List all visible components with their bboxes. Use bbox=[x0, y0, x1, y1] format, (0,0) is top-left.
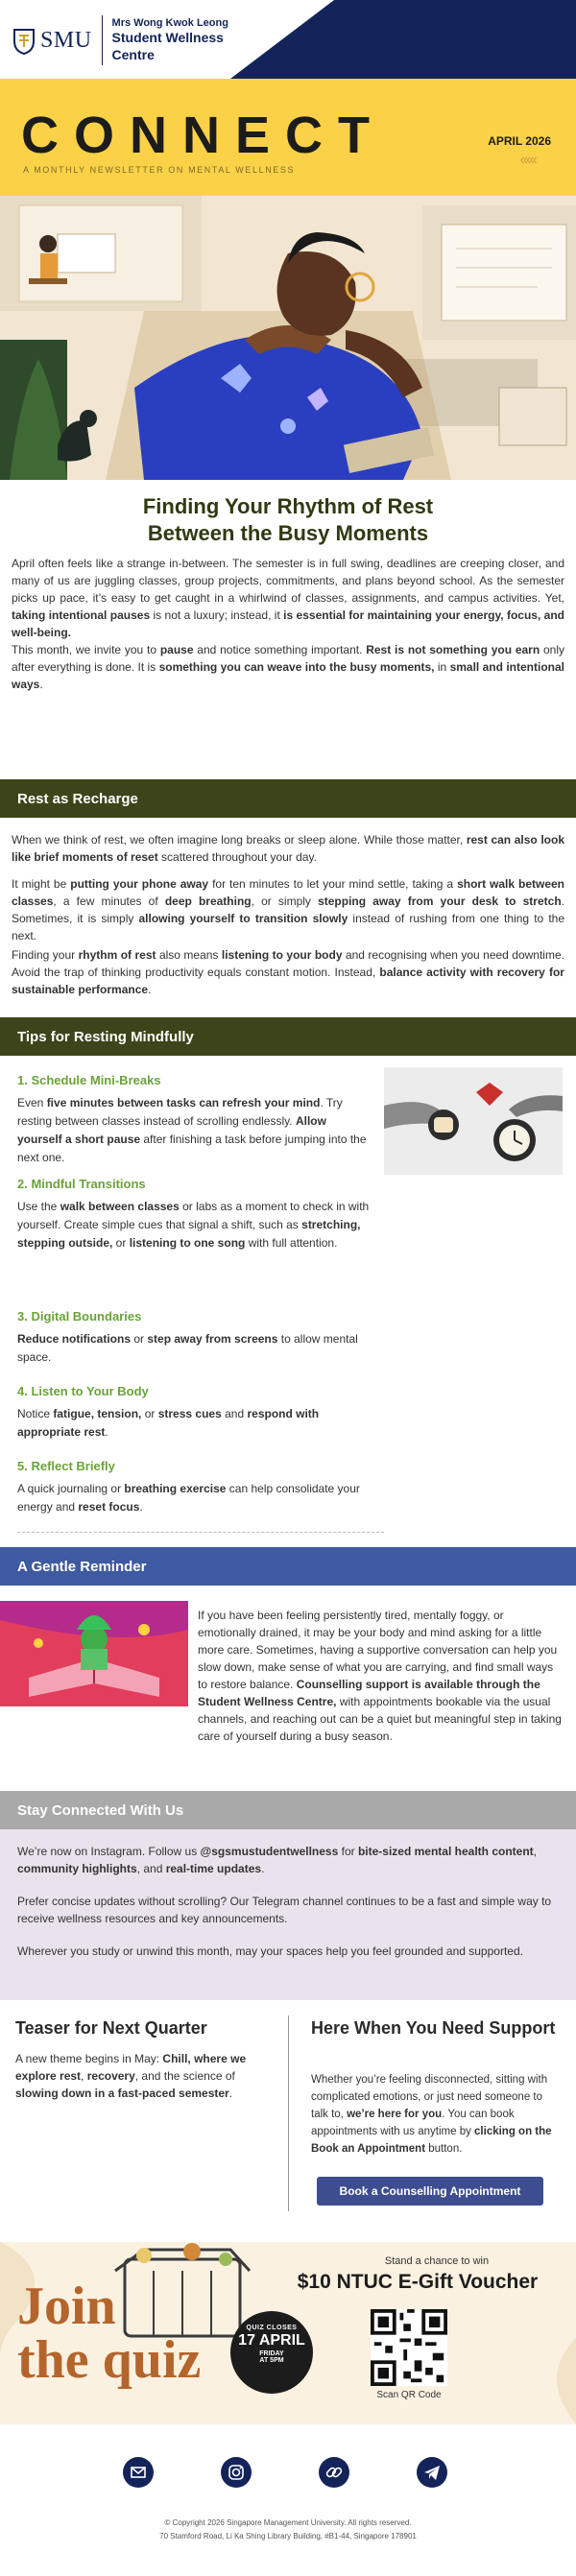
logo-text: SMU bbox=[40, 27, 92, 53]
text-run: with appointments bookable via the usual channels, and reaching out can be a quiet but meaningful step in taking care of yourself during a busy season. bbox=[198, 1695, 562, 1743]
article-title bbox=[0, 493, 576, 547]
text-emphasis: walk between classes bbox=[60, 1200, 180, 1213]
text-emphasis: Chill, where we explore rest bbox=[15, 2052, 247, 2083]
header-navy-band bbox=[230, 0, 576, 79]
quiz-closes-label: QUIZ CLOSES bbox=[246, 2325, 298, 2331]
text-emphasis: respond with appropriate rest bbox=[17, 1407, 320, 1439]
stay-paragraph-3: Wherever you study or unwind this month, may your spaces help you feel grounded and supported. bbox=[17, 1944, 523, 1958]
text-emphasis: stress cues bbox=[157, 1407, 222, 1420]
tip-body-1 bbox=[17, 1094, 371, 1167]
text-run: A new theme begins in May: bbox=[15, 2052, 163, 2065]
quiz-prize: $10 NTUC E-Gift Voucher bbox=[297, 2271, 539, 2293]
link-icon[interactable] bbox=[319, 2457, 349, 2488]
stay-paragraph-2: Prefer concise updates without scrolling? Our Telegram channel continues to be a fast and simple way to receive wellness resources and key announcements. bbox=[17, 1895, 552, 1925]
text-emphasis: stretching, stepping outside, bbox=[17, 1218, 361, 1250]
text-emphasis: taking intentional pauses bbox=[12, 608, 151, 622]
text-run: When we think of rest, we often imagine long breaks or sleep alone. While those matter, bbox=[12, 833, 467, 847]
tip-body-2 bbox=[17, 1198, 371, 1252]
section-header-tips: Tips for Resting Mindfully bbox=[0, 1017, 576, 1056]
text-emphasis: recovery bbox=[86, 2069, 135, 2083]
text-run: is not a luxury; instead, it bbox=[150, 608, 284, 622]
text-emphasis: Allow yourself a short pause bbox=[17, 1114, 326, 1146]
text-run: Notice bbox=[17, 1407, 54, 1420]
text-run: . bbox=[261, 1862, 265, 1875]
text-run: , or simply bbox=[251, 894, 319, 908]
tip-heading-3: 3. Digital Boundaries bbox=[17, 1309, 142, 1324]
reminder-paragraph bbox=[198, 1607, 563, 1745]
text-run: in bbox=[434, 660, 450, 674]
text-run: . Sometimes, it is simply bbox=[12, 894, 564, 925]
text-emphasis: short walk between classes bbox=[12, 877, 564, 908]
issue-month: APRIL 2026 bbox=[488, 134, 551, 148]
tip-body-3 bbox=[17, 1330, 371, 1367]
org-line-1: Mrs Wong Kwok Leong bbox=[111, 17, 228, 29]
text-run: or labs as a moment to check in with yourself. Create simple cues that signal a shift, such as bbox=[17, 1200, 370, 1231]
article-title-line-1: Finding Your Rhythm of Rest bbox=[142, 494, 434, 518]
address-text: 70 Stamford Road, Li Ka Shing Library Building, #B1-44, Singapore 178901 bbox=[159, 2532, 417, 2540]
text-run: . bbox=[105, 1425, 108, 1439]
page-footer bbox=[0, 2424, 576, 2576]
tips-illustration bbox=[384, 1067, 563, 1175]
text-emphasis: something you can weave into the busy moments, bbox=[158, 660, 435, 674]
org-line-3: Centre bbox=[111, 47, 155, 62]
org-line-2: Student Wellness bbox=[111, 30, 224, 45]
section-header-recharge: Rest as Recharge bbox=[0, 779, 576, 818]
text-emphasis: listening to one song bbox=[129, 1236, 246, 1250]
text-emphasis: five minutes between tasks can refresh your mind bbox=[46, 1096, 321, 1109]
text-emphasis: Counselling support is available through the Student Wellness Centre, bbox=[198, 1678, 540, 1708]
newsletter-tagline: A MONTHLY NEWSLETTER ON MENTAL WELLNESS bbox=[23, 165, 296, 175]
text-run: A quick journaling or bbox=[17, 1482, 125, 1495]
copyright-text: © Copyright 2026 Singapore Management University. All rights reserved. bbox=[164, 2518, 412, 2527]
text-run: and notice something important. bbox=[193, 643, 367, 656]
text-run: We’re now on Instagram. Follow us bbox=[17, 1845, 201, 1858]
telegram-icon[interactable] bbox=[417, 2457, 447, 2488]
text-run: April often feels like a strange in-between. The semester is in full swing, deadlines are creeping closer, and many of us are juggling classes, group projects, commitments, and plans beyond school. As the semester picks up pace, it’s easy to get caught in a whirlwind of classes, assignments, and campus activities. Yet, bbox=[12, 557, 564, 605]
text-emphasis: real-time updates bbox=[165, 1862, 262, 1875]
org-name bbox=[112, 17, 228, 63]
text-run: , and bbox=[136, 1862, 166, 1875]
text-emphasis: Rest is not something you earn bbox=[366, 643, 540, 656]
tip-heading-2: 2. Mindful Transitions bbox=[17, 1177, 146, 1191]
text-run: . bbox=[139, 1500, 143, 1514]
quiz-qr-code[interactable] bbox=[371, 2309, 447, 2386]
text-run: after finishing a task before jumping into the next one. bbox=[17, 1133, 367, 1164]
text-emphasis: reset focus bbox=[78, 1500, 140, 1514]
text-emphasis: rhythm of rest bbox=[78, 948, 156, 962]
smu-logo[interactable] bbox=[12, 15, 228, 65]
text-emphasis: step away from screens bbox=[147, 1332, 278, 1346]
text-emphasis: clicking on the Book an Appointment bbox=[311, 2126, 552, 2155]
section-header-stay-connected: Stay Connected With Us bbox=[0, 1791, 576, 1829]
text-emphasis: fatigue, tension, bbox=[53, 1407, 142, 1420]
text-emphasis: breathing exercise bbox=[124, 1482, 227, 1495]
intro-paragraph-2 bbox=[12, 641, 564, 693]
text-run: only after everything is done. It is bbox=[12, 643, 564, 674]
text-emphasis: small and intentional ways bbox=[12, 660, 564, 691]
newsletter-title: CONNECT bbox=[21, 107, 385, 164]
text-emphasis: we’re here for you bbox=[347, 2109, 443, 2120]
text-emphasis: deep breathing bbox=[164, 894, 252, 908]
stay-paragraph-1 bbox=[17, 1843, 561, 1877]
text-run: . bbox=[39, 678, 43, 691]
quiz-closes-time: AT 5PM bbox=[259, 2357, 284, 2364]
section-header-reminder: A Gentle Reminder bbox=[0, 1547, 576, 1586]
column-divider bbox=[288, 2015, 289, 2211]
quiz-closes-badge bbox=[230, 2311, 313, 2394]
text-emphasis: putting your phone away bbox=[70, 877, 209, 891]
text-run: with full attention. bbox=[245, 1236, 338, 1250]
text-run: or bbox=[112, 1236, 130, 1250]
newsletter-banner bbox=[0, 79, 576, 196]
recharge-paragraph-1 bbox=[12, 831, 564, 866]
text-run: instead of rushing from one thing to the next. bbox=[12, 912, 564, 942]
text-run: . bbox=[148, 983, 152, 996]
hero-illustration bbox=[0, 196, 576, 480]
text-run: to allow mental space. bbox=[17, 1332, 358, 1364]
text-run: Use the bbox=[17, 1200, 60, 1213]
quiz-closes-date: 17 APRIL bbox=[238, 2332, 305, 2349]
tip-heading-1: 1. Schedule Mini-Breaks bbox=[17, 1073, 161, 1087]
text-run: . You can book appointments with us anytime by bbox=[311, 2109, 515, 2137]
quiz-title-line-2: the quiz bbox=[17, 2330, 202, 2390]
text-run: scattered throughout your day. bbox=[157, 850, 317, 864]
text-run: for bbox=[338, 1845, 358, 1858]
text-run: . bbox=[228, 2087, 233, 2100]
text-run: or bbox=[141, 1407, 158, 1420]
quiz-banner[interactable] bbox=[0, 2242, 576, 2424]
text-emphasis: Reduce notifications bbox=[17, 1332, 132, 1346]
text-emphasis: community highlights bbox=[17, 1862, 137, 1875]
email-icon[interactable] bbox=[123, 2457, 154, 2488]
text-run: , bbox=[533, 1845, 537, 1858]
text-emphasis: rest can also look like brief moments of reset bbox=[12, 833, 564, 864]
teaser-heading: Teaser for Next Quarter bbox=[15, 2018, 207, 2038]
tip-heading-4: 4. Listen to Your Body bbox=[17, 1384, 149, 1398]
support-paragraph bbox=[311, 2071, 561, 2158]
instagram-handle-link[interactable]: @sgsmustudentwellness bbox=[200, 1845, 339, 1858]
text-run: If you have been feeling persistently tired, mentally foggy, or emotionally drained, it may be your body and mind asking for a little more care. Sometimes, having a supportive conversation can help you slow down, make sense of what you are carrying, and find small ways to restore balance. bbox=[198, 1609, 558, 1691]
teaser-paragraph bbox=[15, 2050, 265, 2102]
text-run: , bbox=[81, 2069, 87, 2083]
quiz-win-label: Stand a chance to win bbox=[384, 2255, 490, 2267]
logo-divider bbox=[102, 15, 103, 65]
text-run: or bbox=[131, 1332, 148, 1346]
chevron-decoration-icon: ‹‹‹‹‹ bbox=[519, 152, 536, 168]
text-emphasis: pause bbox=[159, 643, 194, 656]
text-run: button. bbox=[425, 2143, 463, 2155]
text-run: and bbox=[221, 1407, 248, 1420]
text-run: This month, we invite you to bbox=[12, 643, 160, 656]
smu-crest-icon bbox=[12, 26, 36, 55]
text-run: also means bbox=[156, 948, 222, 962]
tip-body-4 bbox=[17, 1405, 371, 1442]
text-run: . Try resting between classes instead of scrolling endlessly. bbox=[17, 1096, 343, 1128]
quiz-title-line-1: Join bbox=[17, 2277, 116, 2336]
book-counselling-button[interactable]: Book a Counselling Appointment bbox=[317, 2177, 543, 2206]
text-run: It might be bbox=[12, 877, 71, 891]
text-emphasis: allowing yourself to transition slowly bbox=[138, 912, 348, 925]
tips-divider bbox=[17, 1532, 384, 1533]
reminder-illustration bbox=[0, 1601, 188, 1706]
page-header bbox=[0, 0, 576, 79]
instagram-icon[interactable] bbox=[221, 2457, 252, 2488]
text-run: , and the science of bbox=[134, 2069, 235, 2083]
text-emphasis: balance activity with recovery for sustainable performance bbox=[12, 966, 564, 996]
text-emphasis: is essential for maintaining your energy, focus, and well-being. bbox=[12, 608, 564, 639]
recharge-paragraph-2 bbox=[12, 875, 564, 944]
text-run: for ten minutes to let your mind settle, taking a bbox=[208, 877, 458, 891]
text-emphasis: stepping away from your desk to stretch bbox=[318, 894, 562, 908]
text-run: , a few minutes of bbox=[53, 894, 165, 908]
text-run: Whether you’re feeling disconnected, sitting with complicated emotions, or just need someone to talk to, bbox=[311, 2074, 548, 2120]
text-run: and recognising when you need downtime. Avoid the trap of thinking productivity equals constant motion. Instead, bbox=[12, 948, 564, 979]
text-run: can help consolidate your energy and bbox=[17, 1482, 360, 1514]
tip-body-5 bbox=[17, 1480, 371, 1516]
text-run: Finding your bbox=[12, 948, 79, 962]
text-emphasis: bite-sized mental health content bbox=[357, 1845, 534, 1858]
support-heading: Here When You Need Support bbox=[311, 2018, 556, 2038]
text-emphasis: listening to your body bbox=[221, 948, 343, 962]
quiz-scan-label: Scan QR Code bbox=[376, 2390, 442, 2400]
article-title-line-2: Between the Busy Moments bbox=[147, 521, 429, 545]
tip-heading-5: 5. Reflect Briefly bbox=[17, 1459, 115, 1473]
intro-paragraph-1 bbox=[12, 555, 564, 641]
text-run: Even bbox=[17, 1096, 47, 1109]
recharge-paragraph-3 bbox=[12, 946, 564, 998]
text-emphasis: slowing down in a fast-paced semester bbox=[15, 2087, 229, 2100]
quiz-closes-day: FRIDAY bbox=[259, 2350, 284, 2357]
